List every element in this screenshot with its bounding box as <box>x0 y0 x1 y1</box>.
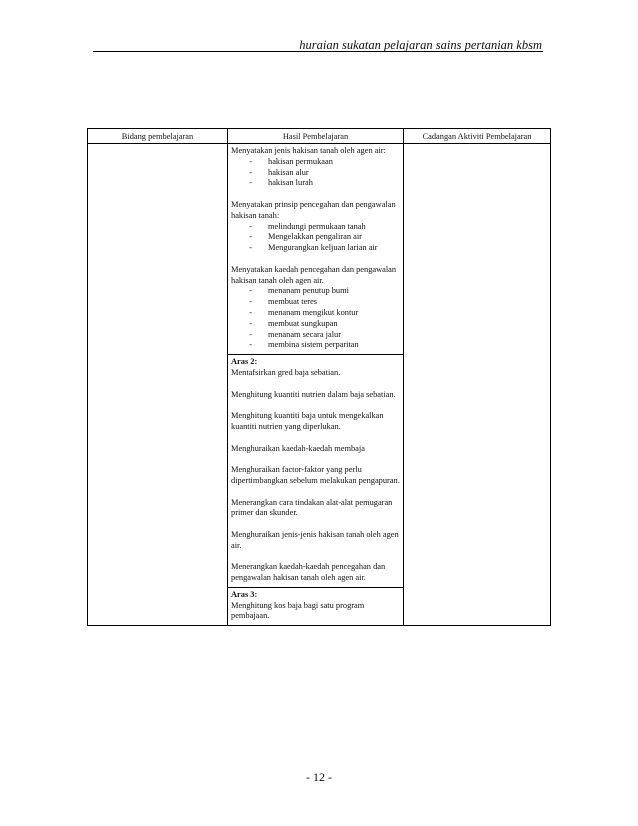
syllabus-table <box>87 128 551 626</box>
col-header-bidang: Bidang pembelajaran <box>88 129 228 144</box>
aras2-block <box>228 355 403 588</box>
hasil-cell <box>228 144 404 626</box>
list-item: - membina sistem perparitan <box>249 340 359 350</box>
outcome-paragraph: Menghuraikan factor-faktor yang perlu dipertimbangkan sebelum melakukan pengapuran. <box>231 465 400 485</box>
list-item: - menanam mengikut kontur <box>249 307 359 317</box>
list-item: - hakisan lurah <box>249 178 313 188</box>
col-header-hasil: Hasil Pembelajaran <box>228 129 404 144</box>
table-header-row <box>88 129 551 144</box>
outcome-paragraph: Mentafsirkan gred baja sebatian. <box>231 367 341 377</box>
page-number: - 12 - <box>306 770 332 784</box>
outcome-paragraph: Menghuraikan jenis-jenis hakisan tanah oleh agen air. <box>231 529 399 550</box>
outcome-text: Menyatakan jenis hakisan tanah oleh agen air: <box>231 146 386 155</box>
list-item: - hakisan permukaan <box>249 156 333 166</box>
outcome-text: Menyatakan kaedah pencegahan dan pengawalan hakisan tanah oleh agen air. <box>231 264 397 285</box>
outcome-paragraph <box>231 265 400 351</box>
aras3-block <box>228 588 403 625</box>
list-item: - menanam penutup bumi <box>249 286 349 296</box>
col-header-cadangan: Cadangan Aktiviti Pembelajaran <box>404 129 551 144</box>
list-item: - Mengurangkan keljuan larian air <box>249 243 378 253</box>
list-item: - melindungi permukaan tanah <box>249 221 366 231</box>
running-header: huraian sukatan pelajaran sains pertanian kbsm <box>299 38 542 52</box>
outcome-text: Menyatakan prinsip pencegahan dan pengawalan hakisan tanah: <box>231 199 396 220</box>
outcome-paragraph: Menghitung kos baja bagi satu program pembajaan. <box>231 600 365 621</box>
outcome-paragraph: Menghitung kuantiti baja untuk mengekalkan kuantiti nutrien yang diperlukan. <box>231 411 384 431</box>
aras1-block <box>228 144 403 355</box>
outcome-paragraph: Menerangkan cara tindakan alat-alat pemugaran primer dan skunder. <box>231 497 393 518</box>
outcome-paragraph: Menghuraikan kaedah-kaedah membaja <box>231 443 365 453</box>
outcome-paragraph <box>231 146 400 189</box>
aras3-heading: Aras 3: <box>231 589 258 599</box>
list-item: - menanam secara jalur <box>249 329 342 339</box>
outcome-paragraph: Menghitung kuantiti nutrien dalam baja sebatian. <box>231 389 396 399</box>
list-item: - hakisan alur <box>249 167 309 177</box>
bidang-cell <box>88 144 228 626</box>
outcome-paragraph: Menerangkan kaedah-kaedah pencegahan dan pengawalan hakisan tanah oleh agen air. <box>231 562 386 583</box>
table-row <box>88 144 551 626</box>
cadangan-cell <box>404 144 551 626</box>
list-item: - membuat teres <box>249 297 318 307</box>
header-rule <box>93 51 543 52</box>
list-item: - membuat sungkupan <box>249 318 338 328</box>
outcome-paragraph <box>231 200 400 254</box>
aras2-heading: Aras 2: <box>231 357 258 367</box>
list-item: - Mengelakkan pengaliran air <box>249 232 362 242</box>
